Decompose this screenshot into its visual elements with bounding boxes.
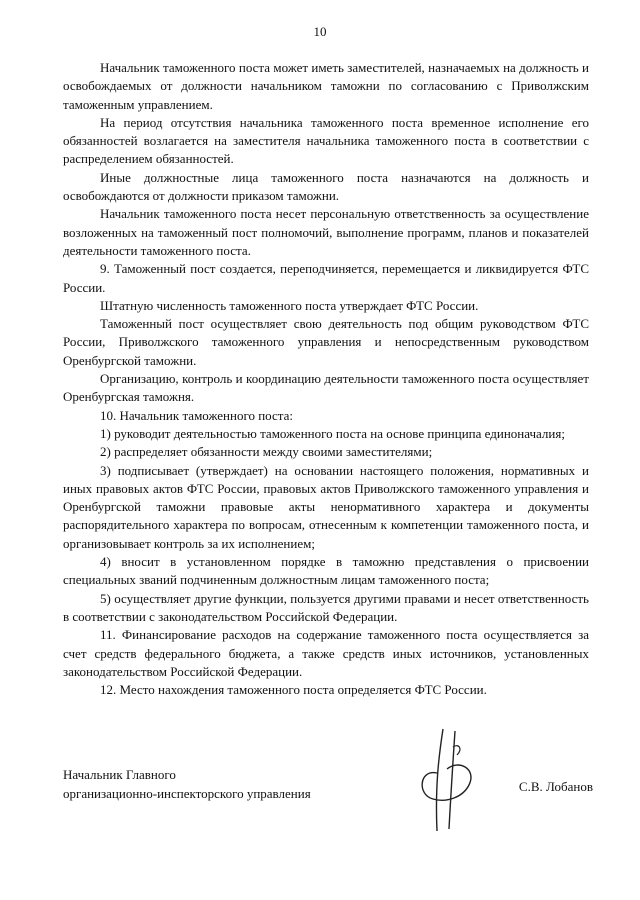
- signer-title-line: организационно-инспекторского управления: [63, 786, 311, 801]
- handwritten-signature-icon: [413, 725, 488, 835]
- paragraph: 9. Таможенный пост создается, переподчиняется, перемещается и ликвидируется ФТС России.: [63, 261, 589, 295]
- list-item: 1) руководит деятельностью таможенного поста на основе принципа единоначалия;: [100, 425, 565, 441]
- signer-title: [63, 765, 311, 803]
- paragraph: Начальник таможенного поста несет персональную ответственность за осуществление возложенных на таможенный пост полномочий, выполнение программ, планов и показателей деятельности таможенного поста.: [63, 206, 589, 258]
- paragraph: Начальник таможенного поста может иметь заместителей, назначаемых на должность и освобождаемых от должности начальником таможни по согласованию с Приволжским таможенным управлением.: [63, 60, 589, 112]
- paragraph: Иные должностные лица таможенного поста назначаются на должность и освобождаются от должности приказом таможни.: [63, 169, 589, 204]
- paragraph: На период отсутствия начальника таможенного поста временное исполнение его обязанностей возлагается на заместителя начальника таможенного поста в соответствии с распределением обязанностей.: [63, 114, 589, 167]
- paragraph: Таможенный пост осуществляет свою деятельность под общим руководством ФТС России, Приволжского таможенного управления и непосредственным руководством Оренбургской таможни.: [63, 316, 589, 368]
- paragraph: Организацию, контроль и координацию деятельности таможенного поста осуществляет Оренбургская таможня.: [63, 371, 589, 405]
- signer-name: С.В. Лобанов: [518, 779, 593, 794]
- paragraph: 11. Финансирование расходов на содержание таможенного поста осуществляется за счет средств федерального бюджета, а также средств иных источников, установленных законодательством Российской Федерации.: [63, 627, 589, 679]
- list-item: 4) вносит в установленном порядке в таможню представления о присвоении специальных званий подчиненным должностным лицам таможенного поста;: [63, 554, 589, 588]
- document-body: [63, 59, 589, 699]
- list-item: 2) распределяет обязанности между своими заместителями;: [100, 444, 433, 460]
- page-number: 10: [313, 24, 327, 39]
- paragraph: Штатную численность таможенного поста утверждает ФТС России.: [100, 297, 479, 313]
- list-item: 3) подписывает (утверждает) на основании настоящего положения, нормативных и иных правовых актов ФТС России, правовых актов Приволжского таможенного управления и Оренбургской таможни правовые акты ненормативного характера и документы распорядительного характера по вопросам, отнесенным к компетенции таможенного поста, и организовывает контроль за их исполнением;: [63, 462, 589, 551]
- paragraph: 12. Место нахождения таможенного поста определяется ФТС России.: [100, 682, 487, 698]
- signer-title-line: Начальник Главного: [63, 767, 176, 782]
- signature-block: [63, 765, 593, 825]
- list-item: 5) осуществляет другие функции, пользуется другими правами и несет ответственность в соответствии с законодательством Российской Федерации.: [63, 590, 589, 624]
- section-heading: 10. Начальник таможенного поста:: [100, 407, 293, 423]
